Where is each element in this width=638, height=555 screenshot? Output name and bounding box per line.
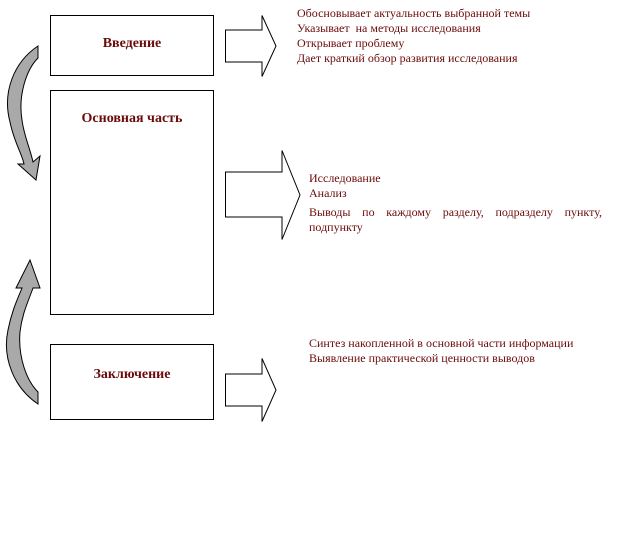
main-part-description-item: Выводы по каждому разделу, подразделу пункту, <box>309 205 602 219</box>
curved-arrow-intro-to-main-icon <box>0 44 42 182</box>
block-right-arrow-conclusion-icon <box>225 358 277 422</box>
main-part-description-item: Анализ <box>309 186 347 200</box>
intro-description-item: Указывает на методы исследования <box>297 21 481 35</box>
main-part-description-list <box>309 171 602 235</box>
block-right-arrow-main-icon <box>225 150 301 240</box>
conclusion-box <box>50 344 214 420</box>
conclusion-description-item: Выявление практической ценности выводов <box>309 351 535 365</box>
intro-box <box>50 15 214 76</box>
block-right-arrow-intro-icon <box>225 15 277 77</box>
intro-description-item: Дает краткий обзор развития исследования <box>297 51 518 65</box>
conclusion-description-list <box>309 336 573 366</box>
conclusion-title: Заключение <box>93 367 171 382</box>
main-part-description-item: подпункту <box>309 220 363 234</box>
main-part-title: Основная часть <box>81 111 183 126</box>
curved-arrow-main-to-conclusion-icon <box>0 258 42 406</box>
intro-description-item: Открывает проблему <box>297 36 405 50</box>
intro-description-list <box>297 6 530 66</box>
main-part-description-item: Исследование <box>309 171 381 185</box>
intro-title: Введение <box>102 36 162 51</box>
main-part-box <box>50 90 214 315</box>
intro-description-item: Обосновывает актуальность выбранной темы <box>297 6 531 20</box>
conclusion-description-item: Синтез накопленной в основной части информации <box>309 336 574 350</box>
